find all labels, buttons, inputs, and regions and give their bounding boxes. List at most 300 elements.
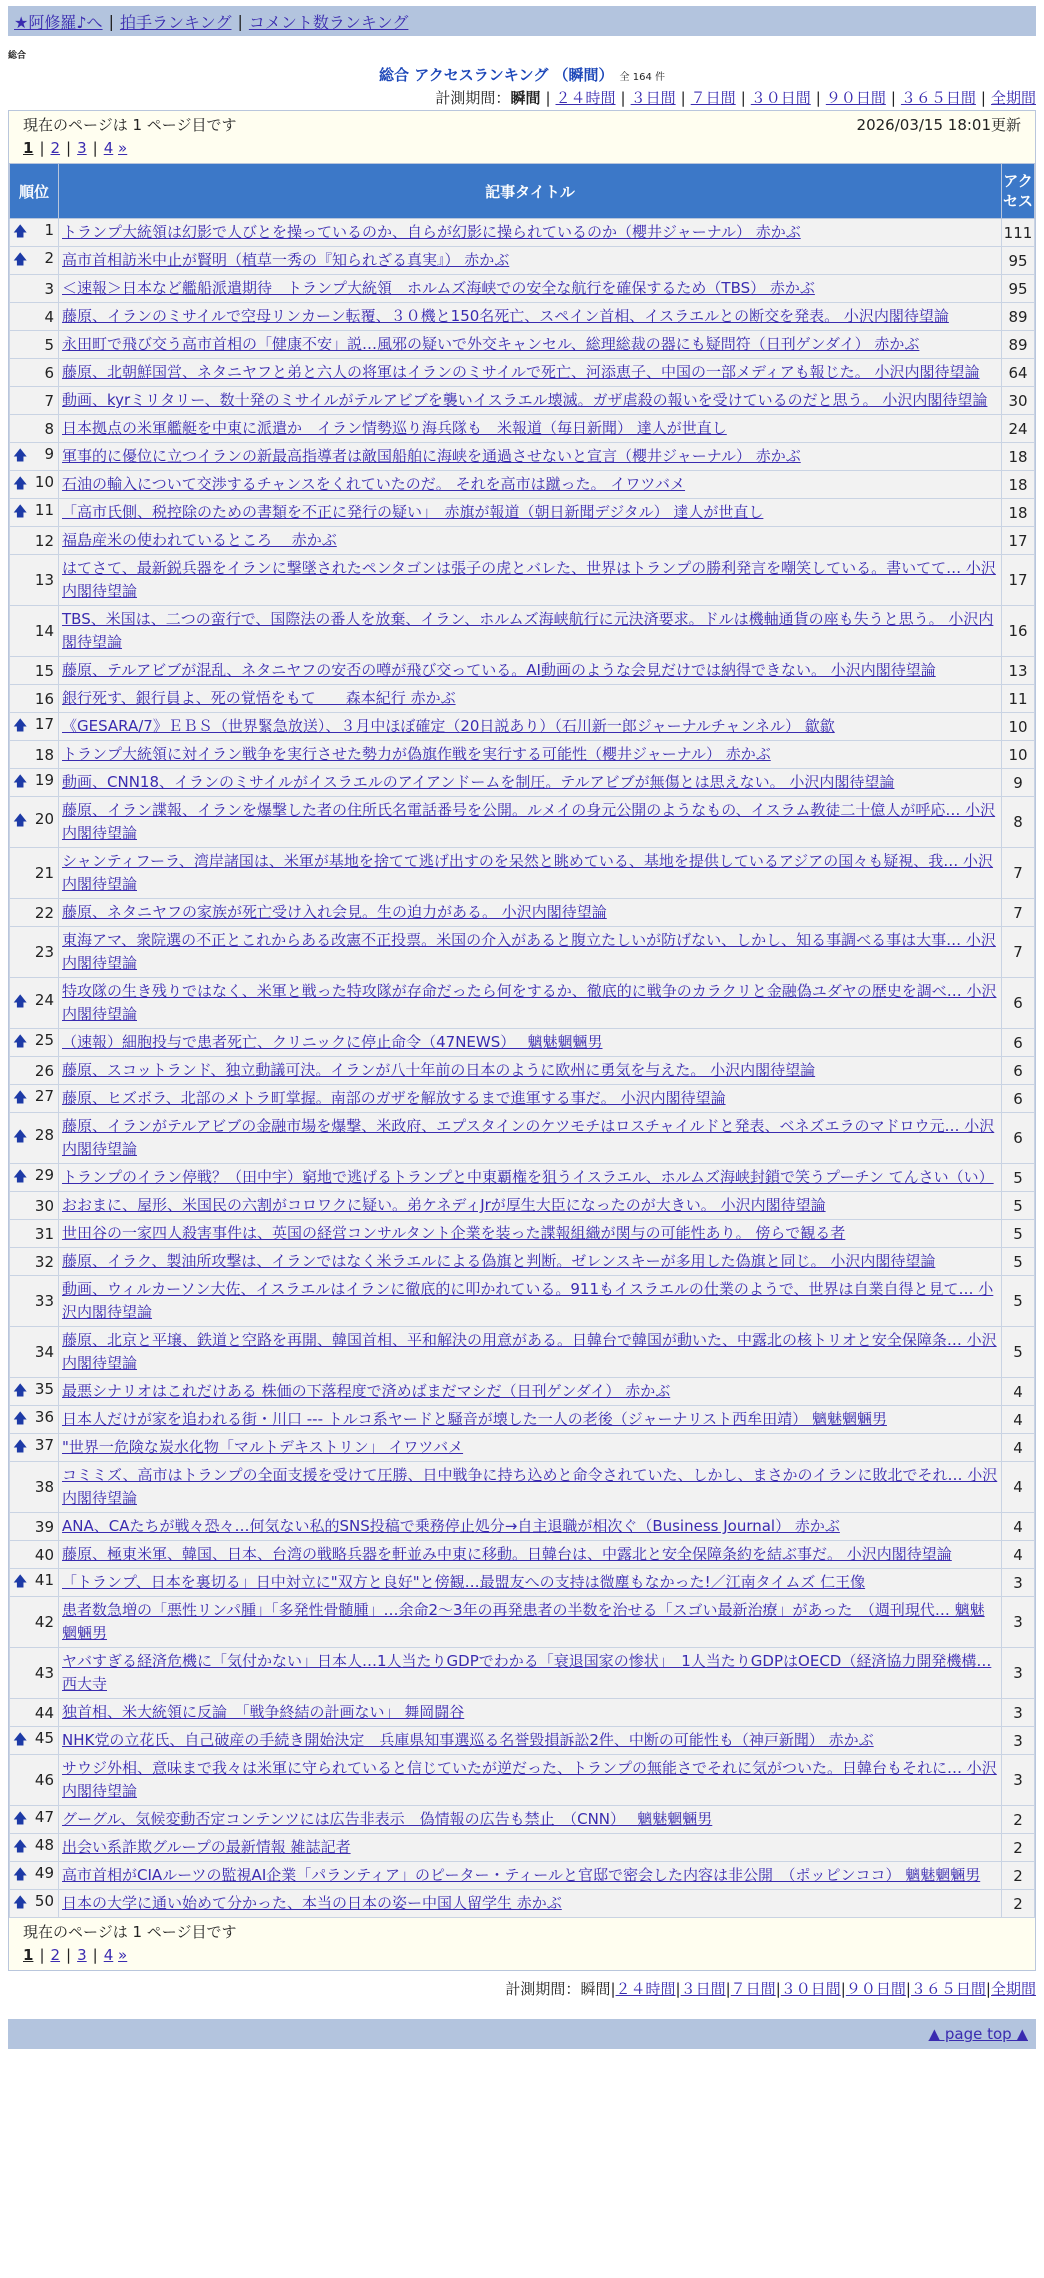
article-link[interactable]: グーグル、気候変動否定コンテンツには広告非表示 偽情報の広告も禁止 （CNN） 魑魅魍魎男 — [62, 1810, 713, 1828]
period-separator: | — [985, 1980, 991, 1998]
access-count: 3 — [1002, 1755, 1035, 1806]
article-link[interactable]: トランプのイラン停戦？（田中宇）窮地で逃げるトランプと中東覇権を狙うイスラエル、ホルムズ海峡封鎖で笑うプーチン てんさい（い） — [62, 1168, 994, 1186]
access-count: 6 — [1002, 978, 1035, 1029]
access-count: 4 — [1002, 1541, 1035, 1569]
title-cell — [59, 1276, 1002, 1327]
title-cell — [59, 927, 1002, 978]
table-row — [10, 1890, 1035, 1918]
table-row — [10, 1597, 1035, 1648]
page-separator: | — [66, 1946, 72, 1964]
article-link[interactable]: トランプ大統領に対イラン戦争を実行させた勢力が偽旗作戦を実行する可能性（櫻井ジャーナル） 赤かぶ — [62, 745, 771, 763]
article-link[interactable]: 藤原、テルアビブが混乱、ネタニヤフの安否の噂が飛び交っている。AI動画のような会見だけでは納得できない。 小沢内閣待望論 — [62, 661, 936, 679]
table-row — [10, 303, 1035, 331]
table-row — [10, 769, 1035, 797]
period-3[interactable]: ７日間 — [730, 1980, 776, 1998]
up-arrow-icon: 🡅 — [13, 773, 28, 790]
rank-number: 50 — [34, 1891, 54, 1910]
rank-cell — [10, 1220, 59, 1248]
table-row — [10, 1648, 1035, 1699]
title-cell — [59, 1327, 1002, 1378]
rank-cell — [10, 1057, 59, 1085]
title-cell — [59, 1164, 1002, 1192]
access-count: 6 — [1002, 1057, 1035, 1085]
page-title — [0, 64, 1044, 86]
article-link[interactable]: NHK党の立花氏、自己破産の手続き開始決定 兵庫県知事選巡る名誉毀損訴訟2件、中断の可能性も（神戸新聞） 赤かぶ — [62, 1731, 874, 1749]
rank-number: 21 — [34, 864, 54, 882]
table-row — [10, 1276, 1035, 1327]
rank-number: 19 — [34, 770, 54, 789]
access-count: 3 — [1002, 1569, 1035, 1597]
table-row — [10, 247, 1035, 275]
rank-number: 23 — [34, 943, 54, 961]
period-7[interactable]: 全期間 — [990, 1980, 1036, 1998]
comment-ranking-link[interactable]: コメント数ランキング — [248, 12, 409, 32]
page-link-4[interactable]: 4 — [103, 1946, 114, 1964]
period-5[interactable]: ９０日間 — [825, 89, 886, 107]
rank-cell — [10, 1569, 59, 1597]
article-link[interactable]: 藤原、スコットランド、独立動議可決。イランが八十年前の日本のように欧州に勇気を与えた。 小沢内閣待望論 — [62, 1061, 816, 1079]
page-links — [23, 1944, 1021, 1968]
rank-number: 45 — [34, 1728, 54, 1747]
article-link[interactable]: 藤原、ヒズボラ、北部のメトラ町掌握。南部のガザを解放するまで進軍する事だ。 小沢内閣待望論 — [62, 1089, 726, 1107]
access-count: 17 — [1002, 555, 1035, 606]
title-cell — [59, 1862, 1002, 1890]
period-separator: | — [890, 89, 896, 107]
up-arrow-icon: 🡅 — [13, 475, 28, 492]
page-link-3[interactable]: 3 — [77, 1946, 87, 1964]
rank-number: 3 — [44, 279, 54, 298]
period-1[interactable]: ２４時間 — [615, 1980, 676, 1998]
title-cell — [59, 527, 1002, 555]
table-row — [10, 1434, 1035, 1462]
next-page-link[interactable]: » — [118, 139, 128, 157]
rank-number: 40 — [34, 1545, 54, 1564]
access-count: 13 — [1002, 657, 1035, 685]
rank-cell — [10, 1755, 59, 1806]
period-3[interactable]: ７日間 — [690, 89, 736, 107]
period-0: 瞬間 — [510, 89, 541, 107]
rank-cell — [10, 275, 59, 303]
rank-cell — [10, 1378, 59, 1406]
period-4[interactable]: ３０日間 — [750, 89, 811, 107]
rank-number: 11 — [34, 500, 54, 519]
table-header-row — [10, 164, 1035, 219]
rank-cell — [10, 1164, 59, 1192]
table-row — [10, 713, 1035, 741]
title-cell — [59, 1220, 1002, 1248]
period-separator: | — [675, 1980, 681, 1998]
article-link[interactable]: 日本の大学に通い始めて分かった、本当の日本の姿ー中国人留学生 赤かぶ — [62, 1894, 562, 1912]
up-arrow-icon: 🡅 — [13, 1410, 28, 1427]
rank-number: 33 — [34, 1292, 54, 1310]
article-link[interactable]: 藤原、北京と平壌、鉄道と空路を再開、韓国首相、平和解決の用意がある。日韓台で韓国が動いた、中露北の核トリオと安全保障条… 小沢内閣待望論 — [62, 1331, 997, 1372]
rank-number: 28 — [34, 1126, 54, 1144]
article-link[interactable]: 《GESARA/7》ＥＢＳ（世界緊急放送）、３月中ほぼ確定（20日説あり）（石川新一郎ジャーナルチャンネル） 歙歙 — [62, 717, 835, 735]
rank-cell — [10, 1806, 59, 1834]
article-link[interactable]: TBS、米国は、二つの蛮行で、国際法の番人を放棄、イラン、ホルムズ海峡航行に元決済要求。ドルは機軸通貨の座も失うと思う。 小沢内閣待望論 — [62, 610, 994, 651]
rank-number: 24 — [34, 991, 54, 1009]
access-count: 64 — [1002, 359, 1035, 387]
title-cell — [59, 1406, 1002, 1434]
updated-time: 2026/03/15 18:01更新 — [856, 116, 1021, 134]
rank-number: 22 — [34, 903, 54, 922]
ranking-title: 総合 アクセスランキング （瞬間） — [379, 66, 614, 84]
table-row — [10, 1029, 1035, 1057]
article-link[interactable]: 福島産米の使われているところ 赤かぶ — [62, 531, 337, 549]
article-link[interactable]: 特攻隊の生き残りではなく、米軍と戦った特攻隊が存命だったら何をするか、徹底的に戦争のカラクリと金融偽ユダヤの歴史を調べ… 小沢内閣待望論 — [62, 982, 997, 1023]
title-cell — [59, 1541, 1002, 1569]
period-2[interactable]: ３日間 — [680, 1980, 726, 1998]
table-row — [10, 499, 1035, 527]
table-row — [10, 657, 1035, 685]
article-link[interactable]: 石油の輸入について交渉するチャンスをくれていたのだ。 それを高市は蹴った。 イワツバメ — [62, 475, 686, 493]
period-6[interactable]: ３６５日間 — [910, 1980, 986, 1998]
rank-cell — [10, 1113, 59, 1164]
article-link[interactable]: 藤原、極東米軍、韓国、日本、台湾の戦略兵器を軒並み中東に移動。日韓台は、中露北と安全保障条約を結ぶ事だ。 小沢内閣待望論 — [62, 1545, 952, 1563]
period-1[interactable]: ２４時間 — [555, 89, 616, 107]
access-count: 18 — [1002, 499, 1035, 527]
rank-cell — [10, 1192, 59, 1220]
access-count: 24 — [1002, 415, 1035, 443]
period-label: 計測期間： — [505, 1980, 581, 1998]
article-link[interactable]: 藤原、イランがテルアビブの金融市場を爆撃、米政府、エプスタインのケツモチはロスチャイルドと発表、ベネズエラのマドロウ元… 小沢内閣待望論 — [62, 1117, 995, 1158]
period-separator: | — [680, 89, 686, 107]
article-link[interactable]: 「トランプ、日本を裏切る」日中対立に"双方と良好"と傍観…最盟友への支持は微塵もなかった!／江南タイムズ 仁王像 — [62, 1573, 866, 1591]
title-cell — [59, 1057, 1002, 1085]
applause-ranking-link[interactable]: 拍手ランキング — [119, 12, 232, 32]
rank-number: 13 — [34, 571, 54, 589]
period-separator: | — [775, 1980, 781, 1998]
period-separator: | — [905, 1980, 911, 1998]
access-count: 18 — [1002, 443, 1035, 471]
access-count: 11 — [1002, 685, 1035, 713]
access-count: 3 — [1002, 1699, 1035, 1727]
title-cell — [59, 415, 1002, 443]
rank-cell — [10, 415, 59, 443]
article-link[interactable]: ＜速報＞日本など艦船派遣期待 トランプ大統領 ホルムズ海峡での安全な航行を確保するため（TBS） 赤かぶ — [62, 279, 815, 297]
period-5[interactable]: ９０日間 — [845, 1980, 906, 1998]
table-row — [10, 527, 1035, 555]
table-row — [10, 848, 1035, 899]
article-link[interactable]: 「高市氏側、税控除のための書類を不正に発行の疑い」 赤旗が報道（朝日新聞デジタル） 達人が世直し — [62, 503, 764, 521]
table-row — [10, 1755, 1035, 1806]
page-separator: | — [39, 1946, 45, 1964]
ranking-rows — [10, 219, 1035, 1918]
rank-cell — [10, 471, 59, 499]
title-cell — [59, 899, 1002, 927]
table-row — [10, 1541, 1035, 1569]
title-cell — [59, 275, 1002, 303]
page-link-1: 1 — [23, 1946, 34, 1964]
pager-bottom — [9, 1918, 1035, 1970]
title-cell — [59, 387, 1002, 415]
rank-cell — [10, 359, 59, 387]
rank-number: 48 — [34, 1835, 54, 1854]
title-cell — [59, 1569, 1002, 1597]
table-row — [10, 1834, 1035, 1862]
access-count: 95 — [1002, 247, 1035, 275]
article-link[interactable]: 東海アマ、衆院選の不正とこれからある改憲不正投票。米国の介入があると腹立たしいが防げない、しかし、知る事調べる事は大事… 小沢内閣待望論 — [62, 931, 996, 972]
up-arrow-icon: 🡅 — [13, 1129, 28, 1145]
page-link-2[interactable]: 2 — [50, 1946, 61, 1964]
rank-number: 44 — [34, 1703, 54, 1722]
rank-cell — [10, 527, 59, 555]
rank-cell — [10, 387, 59, 415]
table-row — [10, 1462, 1035, 1513]
rank-cell — [10, 978, 59, 1029]
article-link[interactable]: 永田町で飛び交う高市首相の「健康不安」説…風邪の疑いで外交キャンセル、総理総裁の器にも疑問符（日刊ゲンダイ） 赤かぶ — [62, 335, 920, 353]
title-cell — [59, 1890, 1002, 1918]
rank-cell — [10, 741, 59, 769]
table-row — [10, 927, 1035, 978]
access-count: 3 — [1002, 1648, 1035, 1699]
rank-cell — [10, 1834, 59, 1862]
article-link[interactable]: （速報）細胞投与で患者死亡、クリニックに停止命令（47NEWS） 魑魅魍魎男 — [62, 1033, 603, 1051]
total-count: 全 164 件 — [619, 72, 665, 83]
rank-number: 32 — [34, 1252, 54, 1271]
rank-number: 18 — [34, 745, 54, 764]
table-row — [10, 797, 1035, 848]
article-link[interactable]: 動画、kyrミリタリー、数十発のミサイルがテルアビブを襲いイスラエル壊滅。ガザ虐殺の報いを受けているのだと思う。 小沢内閣待望論 — [62, 391, 988, 409]
article-link[interactable]: 高市首相がCIAルーツの監視AI企業「パランティア」のピーター・ティールと官邸で密会した内容は非公開 （ポッピンココ） 魑魅魍魎男 — [62, 1866, 981, 1884]
up-arrow-icon: 🡅 — [13, 1810, 28, 1827]
access-count: 5 — [1002, 1276, 1035, 1327]
period-4[interactable]: ３０日間 — [780, 1980, 841, 1998]
access-count: 4 — [1002, 1513, 1035, 1541]
access-count: 30 — [1002, 387, 1035, 415]
article-link[interactable]: 最悪シナリオはこれだけある 株価の下落程度で済めばまだマシだ（日刊ゲンダイ） 赤かぶ — [62, 1382, 671, 1400]
title-cell — [59, 848, 1002, 899]
article-link[interactable]: おおまに、屋形、米国民の六割がコロワクに疑い。弟ケネディJrが厚生大臣になったのが大きい。 小沢内閣待望論 — [62, 1196, 826, 1214]
home-link[interactable]: ★阿修羅♪へ — [14, 12, 103, 32]
period-6[interactable]: ３６５日間 — [900, 89, 976, 107]
article-link[interactable]: 藤原、イラク、製油所攻撃は、イランではなく米ラエルによる偽旗と判断。ゼレンスキーが多用した偽旗と同じ。 小沢内閣待望論 — [62, 1252, 936, 1270]
article-link[interactable]: 藤原、イラン諜報、イランを爆撃した者の住所氏名電話番号を公開。ルメイの身元公開のようなもの、イスラム教徒二十億人が呼応… 小沢内閣待望論 — [62, 801, 996, 842]
rank-cell — [10, 247, 59, 275]
table-row — [10, 1192, 1035, 1220]
article-link[interactable]: 動画、CNN18、イランのミサイルがイスラエルのアイアンドームを制圧。テルアビブが無傷とは思えない。 小沢内閣待望論 — [62, 773, 895, 791]
access-count: 5 — [1002, 1327, 1035, 1378]
page-link-4[interactable]: 4 — [103, 139, 114, 157]
page-separator: | — [92, 139, 98, 157]
table-row — [10, 1727, 1035, 1755]
access-count: 2 — [1002, 1834, 1035, 1862]
title-cell — [59, 1113, 1002, 1164]
table-row — [10, 331, 1035, 359]
rank-number: 43 — [34, 1664, 54, 1682]
rank-cell — [10, 1276, 59, 1327]
access-count: 3 — [1002, 1727, 1035, 1755]
access-count: 111 — [1002, 219, 1035, 247]
rank-cell — [10, 1890, 59, 1918]
article-link[interactable]: 高市首相訪米中止が賢明（植草一秀の『知られざる真実』） 赤かぶ — [62, 251, 510, 269]
up-arrow-icon: 🡅 — [13, 1033, 28, 1050]
period-separator: | — [545, 89, 551, 107]
table-row — [10, 471, 1035, 499]
article-link[interactable]: 日本人だけが家を追われる街・川口 --- トルコ系ヤードと騒音が壊した一人の老後（ジャーナリスト西牟田靖） 魑魅魍魎男 — [62, 1410, 887, 1428]
title-cell — [59, 499, 1002, 527]
rank-cell — [10, 1648, 59, 1699]
access-count: 4 — [1002, 1434, 1035, 1462]
next-page-link[interactable]: » — [118, 1946, 128, 1964]
article-link[interactable]: 出会い系詐欺グループの最新情報 雑誌記者 — [62, 1838, 351, 1856]
access-count: 2 — [1002, 1806, 1035, 1834]
up-arrow-icon: 🡅 — [13, 1731, 28, 1748]
article-link[interactable]: 銀行死す、銀行員よ、死の覚悟をもて 森本紀行 赤かぶ — [62, 689, 456, 707]
title-cell — [59, 1648, 1002, 1699]
rank-number: 4 — [44, 307, 54, 326]
article-link[interactable]: はてさて、最新鋭兵器をイランに撃墜されたペンタゴンは張子の虎とバレた、世界はトランプの勝利発言を嘲笑している。書いてて… 小沢内閣待望論 — [62, 559, 996, 600]
title-cell — [59, 769, 1002, 797]
ranking-table — [9, 163, 1035, 1918]
period-separator: | — [815, 89, 821, 107]
article-link[interactable]: ANA、CAたちが戦々恐々…何気ない私的SNS投稿で乗務停止処分→自主退職が相次ぐ（Business Journal） 赤かぶ — [62, 1517, 840, 1535]
period-2[interactable]: ３日間 — [630, 89, 676, 107]
rank-number: 47 — [34, 1807, 54, 1826]
rank-cell — [10, 1248, 59, 1276]
access-count: 18 — [1002, 471, 1035, 499]
access-count: 5 — [1002, 1192, 1035, 1220]
page-link-2[interactable]: 2 — [50, 139, 61, 157]
access-count: 5 — [1002, 1164, 1035, 1192]
title-cell — [59, 606, 1002, 657]
page-top-link[interactable]: ▲ page top ▲ — [928, 2025, 1028, 2043]
table-row — [10, 1057, 1035, 1085]
up-arrow-icon: 🡅 — [13, 1838, 28, 1855]
table-row — [10, 219, 1035, 247]
title-cell — [59, 978, 1002, 1029]
rank-number: 30 — [34, 1196, 54, 1215]
access-count: 4 — [1002, 1406, 1035, 1434]
rank-number: 31 — [34, 1224, 54, 1243]
access-count: 10 — [1002, 713, 1035, 741]
title-cell — [59, 1192, 1002, 1220]
period-separator: | — [725, 1980, 731, 1998]
period-separator: | — [620, 89, 626, 107]
title-cell — [59, 1513, 1002, 1541]
article-link[interactable]: 患者数急増の「悪性リンパ腫」「多発性骨髄腫」…余命2～3年の再発患者の半数を治せる「スゴい最新治療」があった （週刊現代… 魑魅魍魎男 — [62, 1601, 985, 1642]
article-link[interactable]: 独首相、米大統領に反論 「戦争終結の計画ない」 舞岡闘谷 — [62, 1703, 465, 1721]
article-link[interactable]: "世界一危険な炭水化物「マルトデキストリン」 イワツバメ — [62, 1438, 464, 1456]
page-separator: | — [39, 139, 45, 157]
period-separator: | — [740, 89, 746, 107]
up-arrow-icon: 🡅 — [13, 223, 28, 240]
article-link[interactable]: 藤原、イランのミサイルで空母リンカーン転覆、３０機と150名死亡、スペイン首相、イスラエルとの断交を発表。 小沢内閣待望論 — [62, 307, 949, 325]
article-link[interactable]: 軍事的に優位に立つイランの新最高指導者は敵国船舶に海峡を通過させないと宣言（櫻井ジャーナル） 赤かぶ — [62, 447, 801, 465]
rank-cell — [10, 657, 59, 685]
title-cell — [59, 1085, 1002, 1113]
table-row — [10, 1406, 1035, 1434]
rank-cell — [10, 848, 59, 899]
rank-cell — [10, 1462, 59, 1513]
rank-number: 1 — [44, 220, 54, 239]
top-nav — [8, 6, 1036, 36]
access-count: 4 — [1002, 1462, 1035, 1513]
article-link[interactable]: シャンティフーラ、湾岸諸国は、米軍が基地を捨てて逃げ出すのを呆然と眺めている、基地を提供しているアジアの国々も疑視、我… 小沢内閣待望論 — [62, 852, 994, 893]
rank-number: 46 — [34, 1771, 54, 1789]
rank-number: 36 — [34, 1407, 54, 1426]
access-count: 5 — [1002, 1220, 1035, 1248]
table-row — [10, 741, 1035, 769]
article-link[interactable]: ヤバすぎる経済危機に「気付かない」日本人…1人当たりGDPでわかる「衰退国家の惨状」 1人当たりGDPはOECD（経済協力開発機構… 西大寺 — [62, 1652, 992, 1693]
up-arrow-icon: 🡅 — [13, 1894, 28, 1911]
title-cell — [59, 1806, 1002, 1834]
table-row — [10, 415, 1035, 443]
page-link-1: 1 — [23, 139, 34, 157]
article-link[interactable]: トランプ大統領は幻影で人びとを操っているのか、自らが幻影に操られているのか（櫻井ジャーナル） 赤かぶ — [62, 223, 801, 241]
article-link[interactable]: 世田谷の一家四人殺害事件は、英国の経営コンサルタント企業を装った諜報組織が関与の可能性あり。 傍らで観る者 — [62, 1224, 846, 1242]
rank-number: 26 — [34, 1061, 54, 1080]
rank-cell — [10, 1597, 59, 1648]
page-separator: | — [92, 1946, 98, 1964]
ranking-box — [8, 110, 1036, 1971]
rank-cell — [10, 927, 59, 978]
page-top-bar — [8, 2019, 1036, 2049]
rank-number: 8 — [44, 419, 54, 438]
rank-number: 10 — [34, 472, 54, 491]
page-separator: | — [66, 139, 72, 157]
access-count: 4 — [1002, 1378, 1035, 1406]
article-link[interactable]: コミミズ、高市はトランプの全面支援を受けて圧勝、日中戦争に持ち込めと命令されていた、しかし、まさかのイランに敗北でそれ… 小沢内閣待望論 — [62, 1466, 998, 1507]
access-count: 6 — [1002, 1029, 1035, 1057]
page-link-3[interactable]: 3 — [77, 139, 87, 157]
rank-cell — [10, 1406, 59, 1434]
rank-cell — [10, 1434, 59, 1462]
rank-number: 17 — [34, 714, 54, 733]
rank-cell — [10, 555, 59, 606]
article-link[interactable]: 日本拠点の米軍艦艇を中東に派遣か イラン情勢巡り海兵隊も 米報道（毎日新聞） 達人が世直し — [62, 419, 727, 437]
up-arrow-icon: 🡅 — [13, 503, 28, 520]
header-access: アクセス — [1002, 164, 1035, 219]
article-link[interactable]: サウジ外相、意味まで我々は米軍に守られていると信じていたが逆だった、トランプの無能さでそれに気がついた。日韓台もそれに… 小沢内閣待望論 — [62, 1759, 997, 1800]
table-row — [10, 443, 1035, 471]
period-7[interactable]: 全期間 — [990, 89, 1036, 107]
period-separator: | — [980, 89, 986, 107]
up-arrow-icon: 🡅 — [13, 1382, 28, 1399]
rank-cell — [10, 1862, 59, 1890]
period-selector-bottom — [0, 1977, 1036, 2001]
rank-cell — [10, 219, 59, 247]
title-cell — [59, 1462, 1002, 1513]
table-row — [10, 606, 1035, 657]
rank-number: 27 — [34, 1086, 54, 1105]
access-count: 95 — [1002, 275, 1035, 303]
access-count: 6 — [1002, 1085, 1035, 1113]
access-count: 2 — [1002, 1890, 1035, 1918]
title-cell — [59, 331, 1002, 359]
article-link[interactable]: 藤原、ネタニヤフの家族が死亡受け入れ会見。生の迫力がある。 小沢内閣待望論 — [62, 903, 607, 921]
title-cell — [59, 1029, 1002, 1057]
access-count: 5 — [1002, 1248, 1035, 1276]
rank-number: 42 — [34, 1613, 54, 1631]
rank-cell — [10, 1327, 59, 1378]
access-count: 10 — [1002, 741, 1035, 769]
article-link[interactable]: 藤原、北朝鮮国営、ネタニヤフと弟と六人の将軍はイランのミサイルで死亡、河添恵子、中国の一部メディアも報じた。 小沢内閣待望論 — [62, 363, 980, 381]
article-link[interactable]: 動画、ウィルカーソン大佐、イスラエルはイランに徹底的に叩かれている。911もイスラエルの仕業のようで、世界は自業自得と見て… 小沢内閣待望論 — [62, 1280, 994, 1321]
table-row — [10, 387, 1035, 415]
title-cell — [59, 247, 1002, 275]
title-cell — [59, 219, 1002, 247]
rank-number: 41 — [34, 1570, 54, 1589]
table-row — [10, 1220, 1035, 1248]
title-cell — [59, 713, 1002, 741]
period-0: 瞬間 — [580, 1980, 611, 1998]
rank-cell — [10, 331, 59, 359]
title-cell — [59, 471, 1002, 499]
period-label: 計測期間： — [435, 89, 511, 107]
nav-separator: | — [237, 11, 243, 31]
up-arrow-icon: 🡅 — [13, 717, 28, 734]
